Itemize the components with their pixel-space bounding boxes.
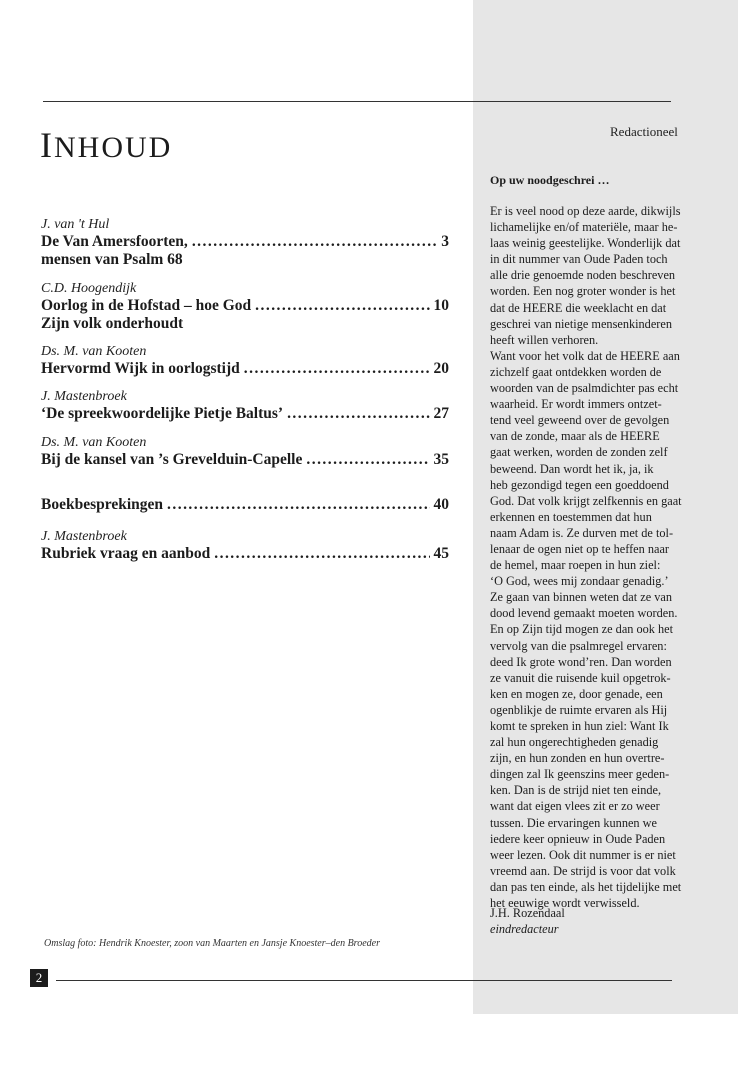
- editorial-line: weer lezen. Ook dit nummer is er niet: [490, 847, 676, 862]
- page-title-rest: NHOUD: [54, 131, 173, 164]
- toc-entry[interactable]: [41, 496, 449, 514]
- toc-page-number: 45: [433, 545, 449, 562]
- editorial-line: want dat eigen vlees zit er zo weer: [490, 799, 660, 814]
- editorial-line: geschrei van nietige mensenkinderen: [490, 316, 672, 331]
- signature-name: J.H. Rozendaal: [490, 906, 565, 920]
- toc-leader-dots: [167, 496, 429, 514]
- page-number: 2: [30, 969, 48, 987]
- bottom-rule: [56, 980, 672, 981]
- signature-role: eindredacteur: [490, 922, 559, 936]
- editorial-line: dan pas ten einde, als het tijdelijke met: [490, 879, 682, 894]
- editorial-line: beweend. Dan wordt het ik, ja, ik: [490, 461, 654, 476]
- editorial-line: Ze gaan van binnen weten dat ze van: [490, 590, 672, 605]
- toc-title: Bij de kansel van ’s Grevelduin-Capelle: [41, 451, 303, 468]
- toc-title-line: [41, 233, 449, 251]
- editorial-line: tend veel geweend over de gevolgen: [490, 413, 670, 428]
- toc-title-line: [41, 545, 449, 563]
- toc-author: Ds. M. van Kooten: [41, 435, 147, 450]
- editorial-line: de hemel, maar roepen in hun ziel:: [490, 558, 661, 573]
- toc-leader-dots: [287, 405, 429, 423]
- editorial-line: zichzelf gaat ontdekken worden de: [490, 364, 662, 379]
- toc-entry[interactable]: [41, 388, 449, 423]
- toc-title: Rubriek vraag en aanbod: [41, 545, 211, 562]
- toc-entry[interactable]: [41, 434, 449, 469]
- toc-author: J. Mastenbroek: [41, 529, 127, 544]
- editorial-line: worden. Een nog groter wonder is het: [490, 284, 676, 299]
- editorial-line: ogenblikje de ruimte ervaren als Hij: [490, 702, 668, 717]
- editorial-line: van de zonde, maar als de HEERE: [490, 429, 660, 444]
- toc-title-line: [41, 496, 449, 514]
- editorial-line: laas weinig geestelijke. Wonderlijk dat: [490, 236, 681, 251]
- editorial-line: Er is veel nood op deze aarde, dikwijls: [490, 204, 681, 218]
- editorial-line: het eeuwige wordt verwisseld.: [490, 896, 640, 911]
- page-title-first-letter: I: [40, 125, 54, 165]
- toc-title-line: [41, 451, 449, 469]
- toc-title: Oorlog in de Hofstad – hoe God: [41, 297, 252, 314]
- toc-leader-dots: [255, 297, 429, 315]
- toc-title: Hervormd Wijk in oorlogstijd: [41, 360, 240, 377]
- editorial-line: God. Dat volk krijgt zelfkennis en gaat: [490, 493, 682, 508]
- toc-title-continuation: mensen van Psalm 68: [41, 251, 183, 268]
- editorial-line: lenaar de ogen niet op te heffen naar: [490, 541, 670, 556]
- toc-title-line: [41, 405, 449, 423]
- editorial-line: heeft willen verhoren.: [490, 332, 599, 347]
- editorial-line: alle drie genoemde noden beschreven: [490, 268, 676, 283]
- editorial-line: erkennen en toestemmen dat hun: [490, 509, 652, 524]
- toc-page-number: 35: [433, 451, 449, 468]
- editorial-line: iedere keer opnieuw in Oude Paden: [490, 831, 666, 846]
- toc-title-line: [41, 360, 449, 378]
- toc-leader-dots: [214, 545, 429, 563]
- editorial-line: zal hun ongerechtigheden genadig: [490, 735, 659, 750]
- toc-entry[interactable]: [41, 343, 449, 378]
- toc-author: J. Mastenbroek: [41, 389, 127, 404]
- cover-photo-caption: Omslag foto: Hendrik Knoester, zoon van Maarten en Jansje Knoester–den Broeder: [44, 938, 380, 949]
- section-label: Redactioneel: [610, 124, 678, 139]
- toc-leader-dots: [306, 451, 429, 469]
- toc-leader-dots: [192, 233, 437, 251]
- editorial-body: [490, 203, 690, 911]
- editorial-line: ze vanuit die ruisende kuil opgetrok-: [490, 670, 671, 685]
- toc-author: C.D. Hoogendijk: [41, 281, 137, 296]
- editorial-line: vreemd aan. De strijd is voor dat volk: [490, 863, 676, 878]
- toc-page-number: 10: [433, 297, 449, 314]
- toc-page-number: 40: [433, 496, 449, 513]
- editorial-line: dood levend gemaakt moeten worden.: [490, 606, 678, 621]
- toc-page-number: 20: [433, 360, 449, 377]
- toc-page-number: 3: [441, 233, 449, 250]
- toc-entry[interactable]: [41, 280, 449, 333]
- editorial-line: zijn, en hun zonden en hun overtre-: [490, 751, 665, 766]
- editorial-line: lichamelijke en/of materiële, maar he-: [490, 220, 678, 235]
- editorial-line: naam Adam is. Ze durven met de tol-: [490, 525, 674, 540]
- editorial-line: vervolg van die psalmregel ervaren:: [490, 638, 667, 653]
- editorial-line: ken. Dan is de strijd niet ten einde,: [490, 783, 662, 798]
- editorial-line: deed Ik grote wond’ren. Dan worden: [490, 654, 672, 669]
- editorial-heading: Op uw noodgeschrei …: [490, 173, 610, 187]
- toc-title: De Van Amersfoorten,: [41, 233, 188, 250]
- editorial-line: waarheid. Er wordt immers ontzet-: [490, 397, 662, 412]
- editorial-line: gaat werken, worden de zonden zelf: [490, 445, 668, 460]
- editorial-line: komt te spreken in hun ziel: Want Ik: [490, 719, 669, 733]
- toc-entry[interactable]: [41, 216, 449, 269]
- editorial-line: ‘O God, wees mij zondaar genadig.’: [490, 574, 669, 589]
- editorial-line: dat de HEERE die weeklacht en dat: [490, 300, 667, 315]
- editorial-line: ken en mogen ze, door genade, een: [490, 686, 663, 701]
- editorial-line: woorden van de psalmdichter pas echt: [490, 381, 679, 396]
- toc-page-number: 27: [433, 405, 449, 422]
- editorial-line: heb gezondigd tegen een goeddoend: [490, 477, 669, 492]
- toc-title-line: [41, 297, 449, 315]
- editorial-line: Want voor het volk dat de HEERE aan: [490, 348, 680, 363]
- toc-title-continuation: Zijn volk onderhoudt: [41, 315, 184, 332]
- editorial-line: in dit nummer van Oude Paden toch: [490, 252, 668, 267]
- toc-entry[interactable]: [41, 528, 449, 563]
- toc-author: Ds. M. van Kooten: [41, 344, 147, 359]
- page-title: [40, 124, 172, 166]
- editorial-line: dingen zal Ik geenszins meer geden-: [490, 767, 670, 782]
- toc-title: ‘De spreekwoordelijke Pietje Baltus’: [41, 405, 284, 422]
- toc-author: J. van 't Hul: [41, 217, 110, 232]
- editorial-line: En op Zijn tijd mogen ze dan ook het: [490, 622, 674, 637]
- toc-leader-dots: [244, 360, 430, 378]
- top-rule: [43, 101, 671, 102]
- toc-title: Boekbesprekingen: [41, 496, 164, 513]
- editorial-line: tussen. Die ervaringen kunnen we: [490, 815, 657, 830]
